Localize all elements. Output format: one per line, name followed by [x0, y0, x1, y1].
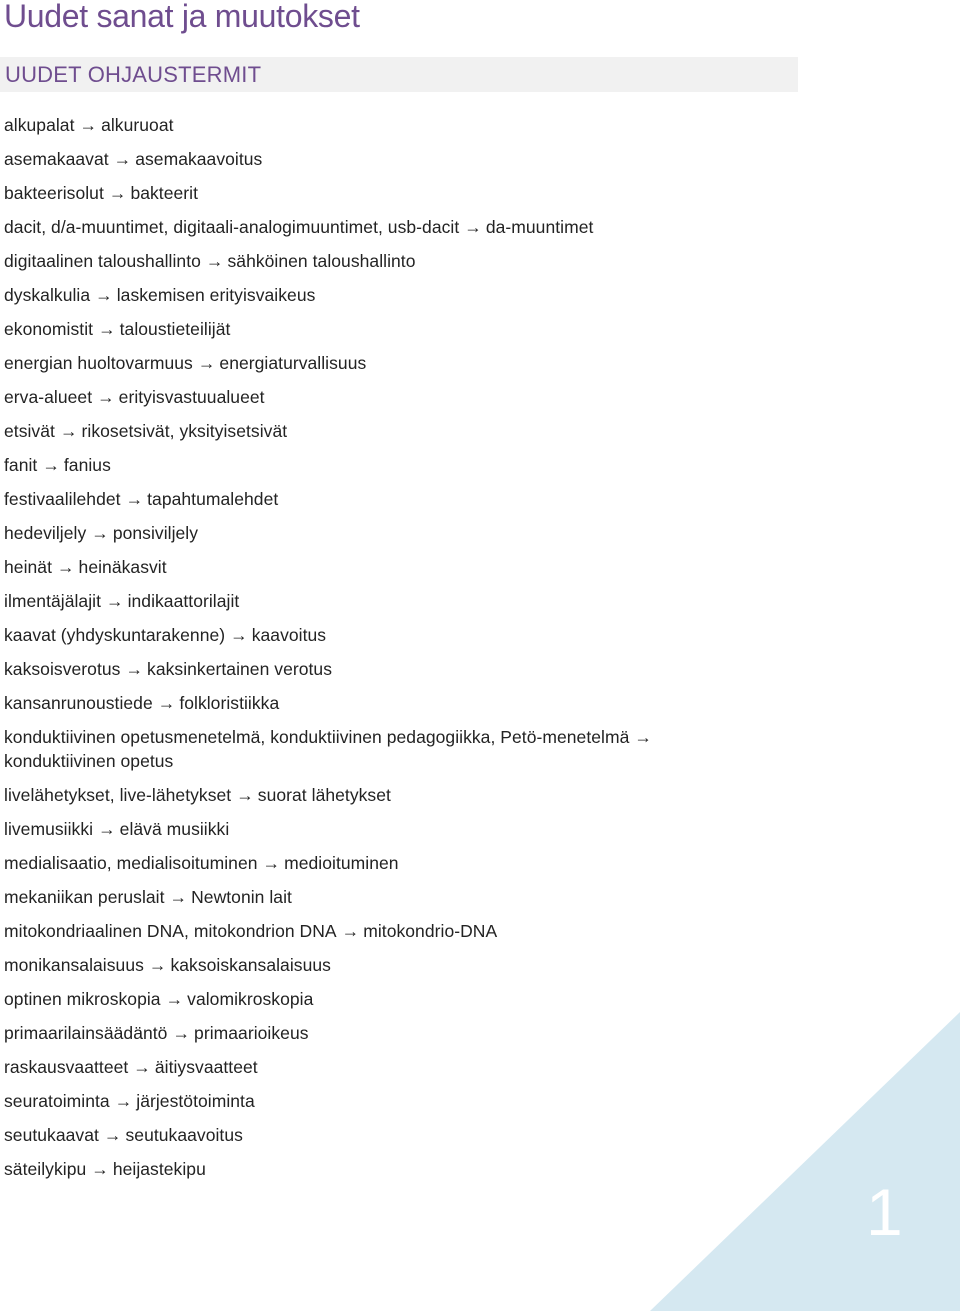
old-term: erva-alueet — [4, 387, 93, 407]
term-entry — [4, 652, 724, 686]
new-term: äitiysvaatteet — [154, 1057, 258, 1077]
arrow-right-icon: → — [197, 353, 216, 373]
arrow-right-icon: → — [262, 853, 281, 873]
term-entry — [4, 176, 724, 210]
new-term: heijastekipu — [112, 1159, 206, 1179]
old-term: seuratoiminta — [4, 1091, 110, 1111]
arrow-right-icon: → — [106, 591, 124, 611]
term-entry — [4, 108, 724, 142]
term-list — [4, 108, 724, 1186]
term-entry — [4, 914, 724, 948]
arrow-right-icon: → — [464, 217, 482, 237]
new-term: järjestötoiminta — [136, 1091, 255, 1111]
arrow-right-icon: → — [98, 819, 116, 839]
new-term: folkloristiikka — [179, 693, 280, 713]
term-entry — [4, 982, 724, 1016]
arrow-right-icon: → — [236, 785, 254, 805]
old-term: etsivät — [4, 421, 55, 441]
old-term: fanit — [4, 455, 38, 475]
term-entry — [4, 142, 724, 176]
arrow-right-icon: → — [79, 115, 98, 135]
arrow-right-icon: → — [133, 1057, 151, 1077]
term-entry — [4, 380, 724, 414]
term-entry — [4, 1118, 724, 1152]
term-entry — [4, 1084, 724, 1118]
new-term: mitokondrio-DNA — [363, 921, 498, 941]
new-term: tapahtumalehdet — [147, 489, 279, 509]
arrow-right-icon: → — [56, 557, 75, 577]
old-term: kaavat (yhdyskuntarakenne) — [4, 625, 226, 645]
term-entry — [4, 778, 724, 812]
old-term: energian huoltovarmuus — [4, 353, 193, 373]
old-term: heinät — [4, 557, 52, 577]
new-term: konduktiivinen opetus — [4, 751, 174, 771]
arrow-right-icon: → — [91, 1159, 109, 1179]
new-term: alkuruoat — [101, 115, 174, 135]
old-term: säteilykipu — [4, 1159, 87, 1179]
term-entry — [4, 346, 724, 380]
term-entry — [4, 278, 724, 312]
new-term: indikaattorilajit — [127, 591, 240, 611]
new-term: sähköinen taloushallinto — [227, 251, 416, 271]
new-term: energiaturvallisuus — [219, 353, 367, 373]
old-term: digitaalinen taloushallinto — [4, 251, 201, 271]
new-term: kaksinkertainen verotus — [147, 659, 333, 679]
arrow-right-icon: → — [59, 421, 78, 441]
old-term: alkupalat — [4, 115, 75, 135]
term-entry — [4, 244, 724, 278]
old-term: asemakaavat — [4, 149, 109, 169]
term-entry — [4, 1016, 724, 1050]
old-term: konduktiivinen opetusmenetelmä, konduktiivinen pedagogiikka, Petö-menetelmä — [4, 727, 630, 747]
term-entry — [4, 414, 724, 448]
old-term: mitokondriaalinen DNA, mitokondrion DNA — [4, 921, 337, 941]
old-term: seutukaavat — [4, 1125, 99, 1145]
term-entry — [4, 584, 724, 618]
arrow-right-icon: → — [113, 149, 132, 169]
old-term: raskausvaatteet — [4, 1057, 129, 1077]
arrow-right-icon: → — [95, 285, 113, 305]
new-term: ponsiviljely — [112, 523, 199, 543]
new-term: rikosetsivät, yksityisetsivät — [81, 421, 288, 441]
new-term: fanius — [63, 455, 111, 475]
new-term: kaavoitus — [251, 625, 327, 645]
arrow-right-icon: → — [98, 319, 116, 339]
term-entry — [4, 448, 724, 482]
term-entry — [4, 618, 724, 652]
term-entry — [4, 1050, 724, 1084]
old-term: bakteerisolut — [4, 183, 104, 203]
arrow-right-icon: → — [634, 727, 652, 747]
new-term: medioituminen — [284, 853, 399, 873]
old-term: mekaniikan peruslait — [4, 887, 165, 907]
page-title: Uudet sanat ja muutokset — [4, 0, 360, 34]
term-entry — [4, 482, 724, 516]
new-term: heinäkasvit — [78, 557, 167, 577]
section-header-band — [0, 57, 798, 92]
old-term: festivaalilehdet — [4, 489, 121, 509]
arrow-right-icon: → — [125, 659, 144, 679]
new-term: valomikroskopia — [187, 989, 314, 1009]
new-term: elävä musiikki — [119, 819, 230, 839]
old-term: primaarilainsäädäntö — [4, 1023, 168, 1043]
arrow-right-icon: → — [172, 1023, 191, 1043]
term-entry — [4, 880, 724, 914]
old-term: dyskalkulia — [4, 285, 91, 305]
arrow-right-icon: → — [97, 387, 115, 407]
arrow-right-icon: → — [157, 693, 176, 713]
new-term: taloustieteilijät — [119, 319, 231, 339]
new-term: da-muuntimet — [485, 217, 594, 237]
term-entry — [4, 550, 724, 584]
old-term: dacit, d/a-muuntimet, digitaali-analogimuuntimet, usb-dacit — [4, 217, 460, 237]
old-term: medialisaatio, medialisoituminen — [4, 853, 258, 873]
old-term: livelähetykset, live-lähetykset — [4, 785, 232, 805]
arrow-right-icon: → — [103, 1125, 122, 1145]
old-term: kaksoisverotus — [4, 659, 121, 679]
arrow-right-icon: → — [91, 523, 109, 543]
term-entry — [4, 846, 724, 880]
term-entry — [4, 1152, 724, 1186]
term-entry — [4, 686, 724, 720]
arrow-right-icon: → — [42, 455, 60, 475]
new-term: laskemisen erityisvaikeus — [116, 285, 316, 305]
new-term: kaksoiskansalaisuus — [170, 955, 331, 975]
term-entry — [4, 812, 724, 846]
arrow-right-icon: → — [230, 625, 248, 645]
old-term: ekonomistit — [4, 319, 94, 339]
page-number: 1 — [866, 1175, 903, 1249]
term-entry — [4, 210, 724, 244]
arrow-right-icon: → — [148, 955, 167, 975]
arrow-right-icon: → — [165, 989, 184, 1009]
arrow-right-icon: → — [125, 489, 144, 509]
new-term: Newtonin lait — [191, 887, 292, 907]
arrow-right-icon: → — [205, 251, 224, 271]
new-term: asemakaavoitus — [135, 149, 263, 169]
old-term: livemusiikki — [4, 819, 94, 839]
old-term: monikansalaisuus — [4, 955, 144, 975]
old-term: kansanrunoustiede — [4, 693, 153, 713]
new-term: erityisvastuualueet — [118, 387, 265, 407]
arrow-right-icon: → — [114, 1091, 133, 1111]
arrow-right-icon: → — [108, 183, 127, 203]
new-term: bakteerit — [130, 183, 199, 203]
new-term: primaarioikeus — [194, 1023, 309, 1043]
old-term: ilmentäjälajit — [4, 591, 101, 611]
old-term: hedeviljely — [4, 523, 87, 543]
old-term: optinen mikroskopia — [4, 989, 161, 1009]
term-entry — [4, 516, 724, 550]
term-entry — [4, 312, 724, 346]
term-entry — [4, 948, 724, 982]
section-heading: UUDET OHJAUSTERMIT — [5, 62, 262, 87]
term-entry — [4, 720, 724, 778]
new-term: suorat lähetykset — [257, 785, 391, 805]
arrow-right-icon: → — [169, 887, 188, 907]
new-term: seutukaavoitus — [125, 1125, 243, 1145]
arrow-right-icon: → — [341, 921, 360, 941]
